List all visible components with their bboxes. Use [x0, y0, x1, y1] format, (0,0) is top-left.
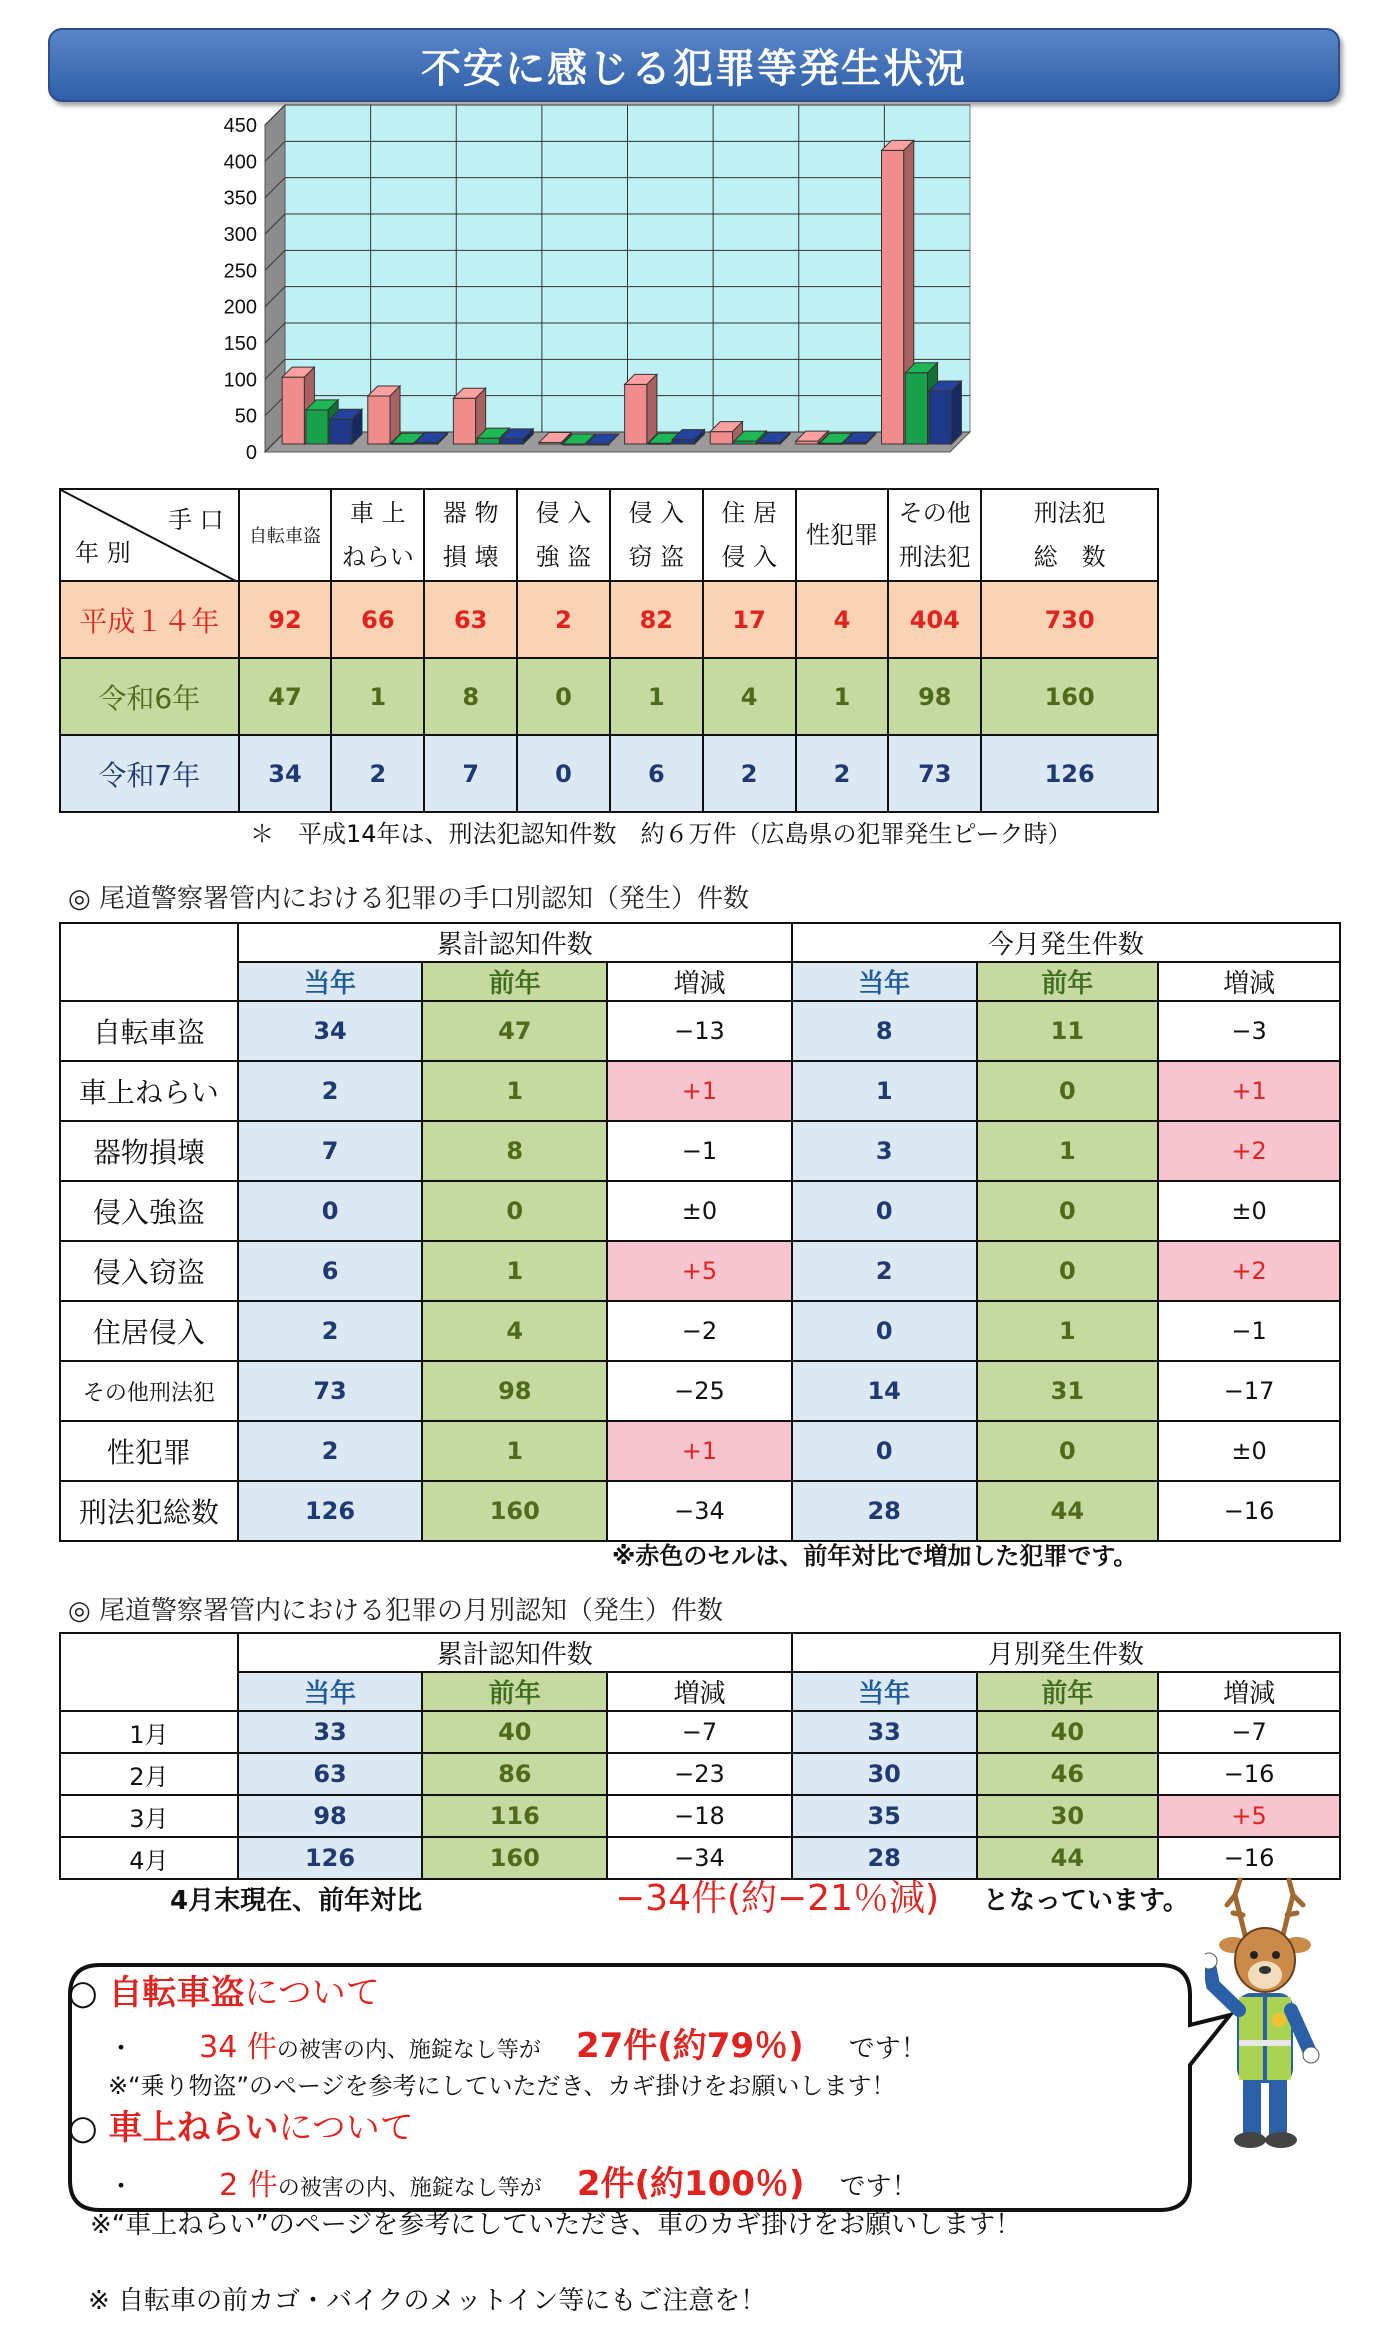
bar-front: [625, 384, 647, 444]
current-year-cell: 0: [792, 1301, 977, 1361]
previous-year-cell: 31: [977, 1361, 1159, 1421]
summary-value-cell: 2: [796, 735, 889, 812]
diff-cell: +1: [607, 1421, 792, 1481]
row-label: 3月: [60, 1795, 238, 1837]
bar-front: [368, 396, 390, 444]
page-title: 不安に感じる犯罪等発生状況: [48, 28, 1340, 102]
header-label-bottom: 侵 入: [721, 543, 777, 571]
row-label: 2月: [60, 1753, 238, 1795]
sub-current: 当年: [792, 1672, 977, 1711]
row-label: 侵入強盗: [60, 1181, 238, 1241]
summary-header-cell: [239, 489, 332, 581]
bicycle-case-mid: の被害の内、施錠なし等が: [276, 2038, 541, 2063]
y-tick-label: 0: [245, 442, 257, 464]
previous-year-cell: 160: [422, 1837, 607, 1879]
sub-diff: 増減: [1158, 962, 1340, 1001]
y-tick-label: 200: [223, 296, 257, 319]
summary-value-cell: 1: [796, 658, 889, 735]
vehicle-case-count: 2 件: [219, 2168, 278, 2203]
row-label: 自転車盗: [60, 1001, 238, 1061]
y-tick-label: 350: [223, 187, 257, 210]
summary-header-cell: [610, 489, 703, 581]
previous-year-cell: 47: [422, 1001, 607, 1061]
header-label-top: 侵 入: [628, 499, 685, 527]
bubble-line-bicycle-stats: [108, 2018, 927, 2067]
summary-header-cell: [517, 489, 610, 581]
diff-cell: +1: [607, 1061, 792, 1121]
summary-value-cell: 1: [331, 658, 424, 735]
current-year-cell: 33: [238, 1711, 423, 1753]
header-label-bottom: ねらい: [341, 543, 414, 571]
crime-bar-chart: [170, 100, 1020, 470]
heading-suffix: について: [278, 2108, 414, 2148]
previous-year-cell: 1: [977, 1301, 1159, 1361]
summary-value-cell: 34: [239, 735, 332, 812]
bicycle-unlocked-result: 27件(約79％): [575, 2026, 804, 2066]
sub-current: 当年: [238, 1672, 423, 1711]
table-row: [60, 1361, 1340, 1421]
current-year-cell: 34: [238, 1001, 423, 1061]
row-label: 侵入窃盗: [60, 1241, 238, 1301]
bar-front: [477, 438, 499, 444]
row-label: 1月: [60, 1711, 238, 1753]
diff-cell: +2: [1158, 1241, 1340, 1301]
diff-cell: +2: [1158, 1121, 1340, 1181]
table-row: [60, 1421, 1340, 1481]
vehicle-case-mid: の被害の内、施錠なし等が: [277, 2176, 542, 2201]
current-year-cell: 33: [792, 1711, 977, 1753]
diff-cell: −1: [1158, 1301, 1340, 1361]
summary-value-cell: 160: [981, 658, 1158, 735]
summary-value-cell: 82: [610, 581, 703, 658]
table-row: [60, 1241, 1340, 1301]
bicycle-case-count: 34 件: [199, 2030, 277, 2065]
row-label: 住居侵入: [60, 1301, 238, 1361]
diff-cell: −34: [607, 1481, 792, 1541]
vehicle-theft-label: 車上ねらい: [108, 2108, 279, 2148]
bar-front: [453, 398, 475, 444]
bottom-note: ※ 自転車の前カゴ・バイクのメットイン等にもご注意を！: [88, 2286, 767, 2316]
summary-value-cell: 66: [331, 581, 424, 658]
table-row: [60, 1753, 1340, 1795]
bar-front: [929, 391, 951, 444]
current-year-cell: 28: [792, 1837, 977, 1879]
diff-cell: −1: [607, 1121, 792, 1181]
diff-cell: ±0: [607, 1181, 792, 1241]
summary-header-cell: [981, 489, 1158, 581]
bubble-line-vehicle-stats: [108, 2156, 918, 2205]
table-row: [60, 1061, 1340, 1121]
bicycle-theft-label: 自転車盗: [108, 1973, 245, 2013]
bar-front: [501, 439, 523, 444]
circle-mark: ○: [68, 1973, 98, 2013]
summary-value-cell: 47: [239, 658, 332, 735]
bullet: ・: [108, 2034, 135, 2064]
crime-table-corner: [60, 923, 238, 1001]
y-tick-label: 250: [223, 260, 257, 283]
group-monthly: 月別発生件数: [792, 1633, 1340, 1672]
summary-value-cell: 2: [517, 581, 610, 658]
summary-header-cell: [703, 489, 796, 581]
y-tick-label: 100: [223, 369, 257, 392]
header-label-top: その他: [898, 499, 971, 527]
summary-value-cell: 92: [239, 581, 332, 658]
header-label-bottom: 強 盗: [535, 543, 592, 571]
diff-cell: +5: [607, 1241, 792, 1301]
row-label: 4月: [60, 1837, 238, 1879]
table-row: [60, 1181, 1340, 1241]
header-label-bottom: 総 数: [1033, 543, 1106, 571]
corner-cell: [60, 489, 239, 581]
bar-front: [306, 410, 328, 444]
diff-cell: ±0: [1158, 1181, 1340, 1241]
red-cell-note: ※赤色のセルは、前年対比で増加した犯罪です。: [612, 1542, 1138, 1570]
y-tick-label: 50: [234, 405, 257, 428]
summary-value-cell: 1: [610, 658, 703, 735]
current-year-cell: 63: [238, 1753, 423, 1795]
header-label-top: 器 物: [442, 499, 499, 527]
previous-year-cell: 44: [977, 1837, 1159, 1879]
diff-cell: −16: [1158, 1481, 1340, 1541]
previous-year-cell: 0: [977, 1061, 1159, 1121]
summary-row-label: 平成１４年: [60, 581, 239, 658]
bar-front: [672, 440, 694, 444]
table-row: [60, 1301, 1340, 1361]
bar-front: [882, 150, 904, 444]
summary-header-cell: [331, 489, 424, 581]
bar-front: [330, 419, 352, 444]
monthly-table: [59, 1632, 1341, 1880]
previous-year-cell: 40: [422, 1711, 607, 1753]
header-label-bottom: 刑法犯: [898, 543, 971, 571]
current-year-cell: 0: [792, 1181, 977, 1241]
diff-cell: +1: [1158, 1061, 1340, 1121]
previous-year-cell: 0: [977, 1181, 1159, 1241]
bar-side: [951, 381, 961, 444]
diff-cell: −17: [1158, 1361, 1340, 1421]
vehicle-end: です！: [839, 2172, 918, 2202]
current-year-cell: 0: [238, 1181, 423, 1241]
summary-value-cell: 0: [517, 735, 610, 812]
current-year-cell: 2: [238, 1421, 423, 1481]
summary-value-cell: 7: [424, 735, 517, 812]
current-year-cell: 30: [792, 1753, 977, 1795]
previous-year-cell: 40: [977, 1711, 1159, 1753]
row-label: 車上ねらい: [60, 1061, 238, 1121]
bar-front: [710, 432, 732, 444]
bubble-line-vehicle-note: ※“車上ねらい”のページを参考にしていただき、車のカギ掛けをお願いします！: [90, 2210, 1022, 2240]
summary-row-label: 令和6年: [60, 658, 239, 735]
month-section-heading: ◎ 尾道警察署管内における犯罪の月別認知（発生）件数: [68, 1596, 723, 1626]
bar-side: [390, 386, 400, 444]
previous-year-cell: 116: [422, 1795, 607, 1837]
table-row: [60, 1711, 1340, 1753]
previous-year-cell: 1: [977, 1121, 1159, 1181]
current-year-cell: 2: [792, 1241, 977, 1301]
bar-side: [647, 374, 657, 444]
summary-value-cell: 6: [610, 735, 703, 812]
bar-front: [905, 373, 927, 444]
bar-front: [282, 377, 304, 444]
previous-year-cell: 4: [422, 1301, 607, 1361]
sub-current: 当年: [792, 962, 977, 1001]
summary-value-cell: 98: [888, 658, 981, 735]
crime-type-table: [59, 922, 1341, 1542]
diff-cell: −34: [607, 1837, 792, 1879]
current-year-cell: 28: [792, 1481, 977, 1541]
bullet: ・: [108, 2172, 135, 2202]
previous-year-cell: 11: [977, 1001, 1159, 1061]
diff-cell: −2: [607, 1301, 792, 1361]
previous-year-cell: 0: [422, 1181, 607, 1241]
bubble-heading-bicycle: [68, 1965, 380, 2014]
summary-row-r7: [60, 735, 1158, 812]
y-tick-label: 150: [223, 333, 257, 355]
table-row: [60, 1481, 1340, 1541]
summary-value-cell: 404: [888, 581, 981, 658]
header-label: 性犯罪: [805, 521, 878, 549]
bicycle-end: です！: [848, 2034, 927, 2064]
previous-year-cell: 86: [422, 1753, 607, 1795]
bubble-heading-vehicle: [68, 2100, 414, 2149]
row-label: 器物損壊: [60, 1121, 238, 1181]
vehicle-unlocked-result: 2件(約100％): [576, 2164, 805, 2204]
sub-previous: 前年: [422, 1672, 607, 1711]
corner-bottom-label: 年 別: [75, 539, 131, 567]
summary-table: [59, 488, 1159, 813]
heading-suffix: について: [244, 1973, 380, 2013]
current-year-cell: 6: [238, 1241, 423, 1301]
current-year-cell: 73: [238, 1361, 423, 1421]
diff-cell: −23: [607, 1753, 792, 1795]
summary-value-cell: 730: [981, 581, 1158, 658]
group-cumulative: 累計認知件数: [238, 923, 792, 962]
current-year-cell: 7: [238, 1121, 423, 1181]
summary-value-cell: 2: [703, 735, 796, 812]
header-label: 自転車盗: [249, 525, 321, 547]
month-summary-value: −34件(約−21％減): [615, 1878, 940, 1919]
corner-top-label: 手 口: [167, 506, 224, 534]
sub-diff: 増減: [1158, 1672, 1340, 1711]
group-cumulative: 累計認知件数: [238, 1633, 792, 1672]
header-label-top: 車 上: [350, 499, 406, 527]
circle-mark: ○: [68, 2108, 98, 2148]
summary-value-cell: 4: [703, 658, 796, 735]
summary-value-cell: 4: [796, 581, 889, 658]
summary-row-label: 令和7年: [60, 735, 239, 812]
table-row: [60, 1001, 1340, 1061]
crime-section-heading: ◎ 尾道警察署管内における犯罪の手口別認知（発生）件数: [68, 884, 749, 914]
summary-header-cell: [424, 489, 517, 581]
diff-cell: −16: [1158, 1753, 1340, 1795]
sub-previous: 前年: [977, 962, 1159, 1001]
month-table-corner: [60, 1633, 238, 1711]
summary-value-cell: 73: [888, 735, 981, 812]
previous-year-cell: 1: [422, 1061, 607, 1121]
diff-cell: +5: [1158, 1795, 1340, 1837]
summary-header-cell: [888, 489, 981, 581]
diff-cell: −3: [1158, 1001, 1340, 1061]
y-tick-label: 300: [223, 224, 257, 246]
summary-header-cell: [796, 489, 889, 581]
current-year-cell: 126: [238, 1481, 423, 1541]
header-label-top: 侵 入: [535, 499, 592, 527]
current-year-cell: 14: [792, 1361, 977, 1421]
previous-year-cell: 0: [977, 1241, 1159, 1301]
previous-year-cell: 1: [422, 1241, 607, 1301]
header-label-top: 住 居: [721, 499, 777, 527]
diff-cell: −16: [1158, 1837, 1340, 1879]
previous-year-cell: 0: [977, 1421, 1159, 1481]
row-label: 刑法犯総数: [60, 1481, 238, 1541]
summary-footnote: ＊ 平成14年は、刑法犯認知件数 約６万件（広島県の犯罪発生ピーク時）: [250, 820, 1072, 848]
current-year-cell: 1: [792, 1061, 977, 1121]
table-row: [60, 1121, 1340, 1181]
group-monthly: 今月発生件数: [792, 923, 1340, 962]
previous-year-cell: 30: [977, 1795, 1159, 1837]
summary-value-cell: 63: [424, 581, 517, 658]
summary-value-cell: 126: [981, 735, 1158, 812]
diff-cell: ±0: [1158, 1421, 1340, 1481]
current-year-cell: 2: [238, 1301, 423, 1361]
summary-value-cell: 17: [703, 581, 796, 658]
row-label: その他刑法犯: [60, 1361, 238, 1421]
current-year-cell: 126: [238, 1837, 423, 1879]
summary-value-cell: 2: [331, 735, 424, 812]
sub-previous: 前年: [422, 962, 607, 1001]
month-summary-suffix: となっています。: [983, 1886, 1189, 1916]
month-summary-prefix: 4月末現在、前年対比: [170, 1886, 423, 1916]
bubble-line-bicycle-note: ※“乗り物盗”のページを参考にしていただき、カギ掛けをお願いします！: [108, 2072, 896, 2100]
previous-year-cell: 8: [422, 1121, 607, 1181]
y-tick-label: 400: [223, 151, 257, 174]
previous-year-cell: 46: [977, 1753, 1159, 1795]
diff-cell: −7: [607, 1711, 792, 1753]
previous-year-cell: 44: [977, 1481, 1159, 1541]
diff-cell: −18: [607, 1795, 792, 1837]
header-label-top: 刑法犯: [1033, 499, 1106, 527]
sub-diff: 増減: [607, 1672, 792, 1711]
sub-diff: 増減: [607, 962, 792, 1001]
previous-year-cell: 160: [422, 1481, 607, 1541]
current-year-cell: 3: [792, 1121, 977, 1181]
previous-year-cell: 98: [422, 1361, 607, 1421]
diff-cell: −7: [1158, 1711, 1340, 1753]
current-year-cell: 8: [792, 1001, 977, 1061]
current-year-cell: 35: [792, 1795, 977, 1837]
diff-cell: −13: [607, 1001, 792, 1061]
current-year-cell: 2: [238, 1061, 423, 1121]
current-year-cell: 98: [238, 1795, 423, 1837]
summary-value-cell: 8: [424, 658, 517, 735]
current-year-cell: 0: [792, 1421, 977, 1481]
summary-value-cell: 0: [517, 658, 610, 735]
table-row: [60, 1795, 1340, 1837]
summary-row-r6: [60, 658, 1158, 735]
summary-row-h14: [60, 581, 1158, 658]
previous-year-cell: 1: [422, 1421, 607, 1481]
deer-mascot-icon: [1205, 1875, 1325, 2175]
sub-previous: 前年: [977, 1672, 1159, 1711]
diff-cell: −25: [607, 1361, 792, 1421]
y-tick-label: 450: [223, 115, 257, 137]
sub-current: 当年: [238, 962, 423, 1001]
header-label-bottom: 窃 盗: [628, 543, 685, 571]
row-label: 性犯罪: [60, 1421, 238, 1481]
header-label-bottom: 損 壊: [442, 543, 499, 571]
